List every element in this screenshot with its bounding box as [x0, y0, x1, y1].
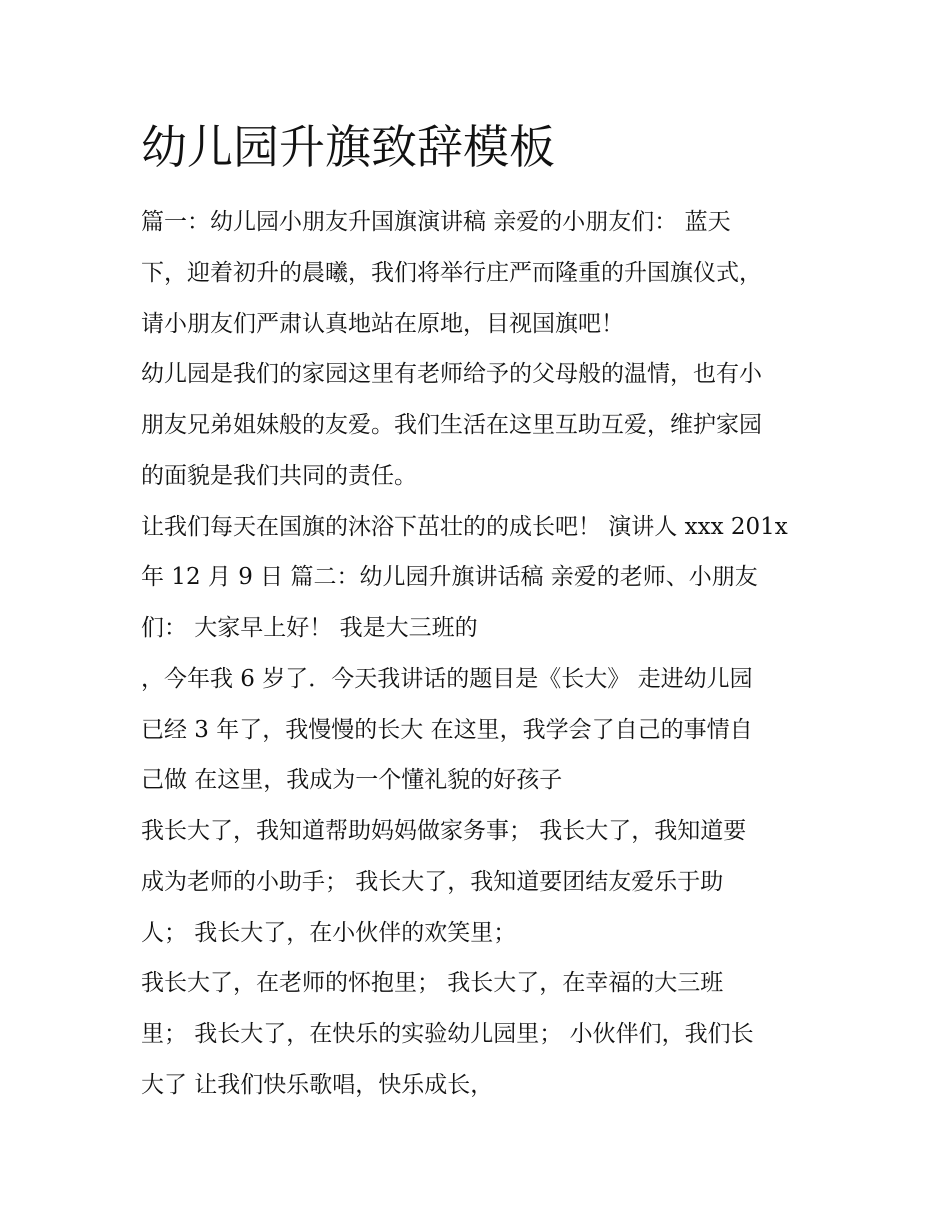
paragraph-line: ，今年我 6 岁了．今天我讲话的题目是《长大》 走进幼儿园 — [141, 666, 753, 692]
paragraph-line: 成为老师的小助手； 我长大了，我知道要团结友爱乐于助 — [141, 869, 724, 895]
document-title: 幼儿园升旗致辞模板 — [141, 120, 555, 174]
paragraph-line: 己做 在这里，我成为一个懂礼貌的好孩子 — [141, 767, 563, 793]
paragraph-line: 们： 大家早上好！ 我是大三班的 — [141, 615, 478, 641]
paragraph-line: 年 12 月 9 日 篇二：幼儿园升旗讲话稿 亲爱的老师、小朋友 — [141, 564, 758, 590]
paragraph-line: 下，迎着初升的晨曦，我们将举行庄严而隆重的升国旗仪式， — [141, 260, 762, 286]
paragraph-line: 朋友兄弟姐妹般的友爱。我们生活在这里互助互爱，维护家园 — [141, 412, 762, 438]
paragraph-line: 的面貌是我们共同的责任。 — [141, 463, 417, 489]
paragraph-line: 让我们每天在国旗的沐浴下茁壮的的成长吧！ 演讲人 xxx 201x — [141, 514, 788, 540]
paragraph-line: 大了 让我们快乐歌唱，快乐成长， — [141, 1072, 494, 1098]
paragraph-line: 幼儿园是我们的家园这里有老师给予的父母般的温情，也有小 — [141, 361, 762, 387]
paragraph-line: 请小朋友们严肃认真地站在原地，目视国旗吧！ — [141, 311, 624, 337]
paragraph-line: 里； 我长大了，在快乐的实验幼儿园里； 小伙伴们，我们长 — [141, 1021, 754, 1047]
paragraph-line: 我长大了，在老师的怀抱里； 我长大了，在幸福的大三班 — [141, 970, 724, 996]
paragraph-line: 已经 3 年了，我慢慢的长大 在这里，我学会了自己的事情自 — [141, 717, 753, 743]
paragraph-line: 人； 我长大了，在小伙伴的欢笑里； — [141, 920, 517, 946]
paragraph-line: 篇一：幼儿园小朋友升国旗演讲稿 亲爱的小朋友们： 蓝天 — [141, 209, 731, 235]
paragraph-line: 我长大了，我知道帮助妈妈做家务事； 我长大了，我知道要 — [141, 818, 747, 844]
